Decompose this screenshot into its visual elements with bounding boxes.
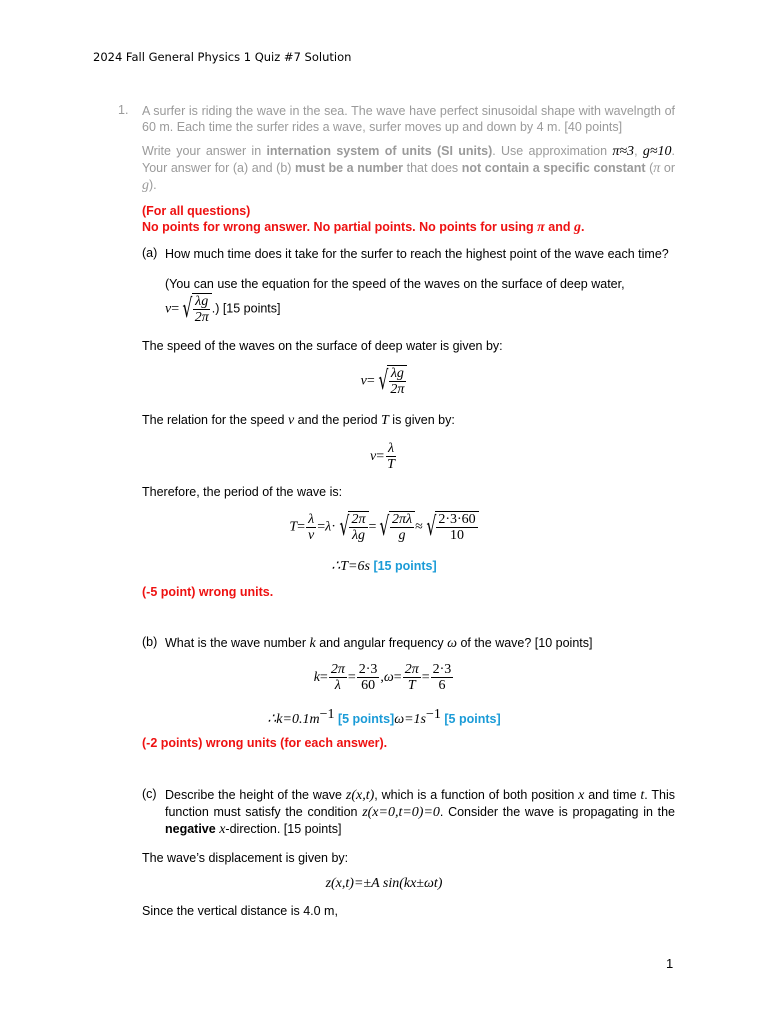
- part-a-result: ∴T=6s [15 points]: [331, 559, 437, 574]
- rules-heading: (For all questions): [142, 204, 251, 218]
- part-a-step2: The relation for the speed v and the period T is given by:: [142, 413, 455, 428]
- part-a-penalty: (-5 point) wrong units.: [142, 585, 274, 599]
- speed-period-equation: v= $\frac{\lambda}{T}$: [370, 441, 395, 472]
- part-a-step1: The speed of the waves on the surface of deep water is given by:: [142, 339, 503, 353]
- part-b-label: (b): [142, 635, 158, 649]
- rules-text: No points for wrong answer. No partial points. No points for using π and g.: [142, 220, 585, 235]
- page-number: 1: [666, 956, 674, 971]
- period-equation: T= $\frac{\lambda}{v}$ =λ· √ $\frac{2\pi}{\lambda g}$ = √ $\frac{2\pi\lambda}{g}$ ≈ √ $\frac{2\cdot 3\cdot 60}{10}$: [0, 511, 768, 543]
- part-b-penalty: (-2 points) wrong units (for each answer).: [142, 736, 388, 750]
- part-b-result: $\therefore k=0.1m^{-1}$ [5 $points]\omega=1s^{-1}$ [5 points]: [267, 707, 501, 728]
- displacement-equation: z(x,t)=±A sin(kx±ωt): [325, 876, 443, 891]
- part-c-step1: The wave’s displacement is given by:: [142, 851, 349, 865]
- part-c-step2: Since the vertical distance is 4.0 m,: [142, 904, 338, 918]
- question-intro: A surfer is riding the wave in the sea. The wave have perfect sinusoidal shape with wavelngth of 60 m. Each time the surfer rides a wave, surfer moves up and down by 4 m. [40 points]: [142, 104, 675, 134]
- part-c-question: Describe the height of the wave z(x,t), which is a function of both position x and time t. This function must satisfy the condition z(x=0,t=0)=0. Consider the wave is propagating in the negative x-direction. [15 points]: [165, 788, 676, 837]
- part-a-step3: Therefore, the period of the wave is:: [142, 485, 343, 499]
- part-a-hint: (You can use the equation for the speed of the waves on the surface of deep water,: [165, 277, 625, 291]
- part-a-label: (a): [142, 246, 158, 260]
- wave-speed-equation: v= √ $\frac{\lambda g}{2\pi}$: [0, 365, 768, 397]
- instructions: Write your answer in internation system of units (SI units). Use approximation π≈3, g≈10. Your answer for (a) and (b) must be a number that does not contain a specific constant (π or g).: [142, 144, 676, 193]
- page-header: 2024 Fall General Physics 1 Quiz #7 Solution: [93, 50, 352, 64]
- question-number: 1.: [118, 103, 129, 117]
- part-b-question: What is the wave number k and angular frequency ω of the wave? [10 points]: [165, 636, 593, 651]
- wave-number-equation: k= $\frac{2\pi}{\lambda}$ = $\frac{2\cdot 3}{60}$ ,ω= $\frac{2\pi}{T}$ = $\frac{2\cdot 3}{6}$: [313, 662, 452, 693]
- part-a-question: How much time does it take for the surfer to reach the highest point of the wave each time?: [165, 247, 669, 261]
- part-a-hint-formula: v= √ $\frac{\lambda g}{2\pi}$ .) [15 points]: [165, 294, 281, 325]
- part-c-label: (c): [142, 787, 157, 801]
